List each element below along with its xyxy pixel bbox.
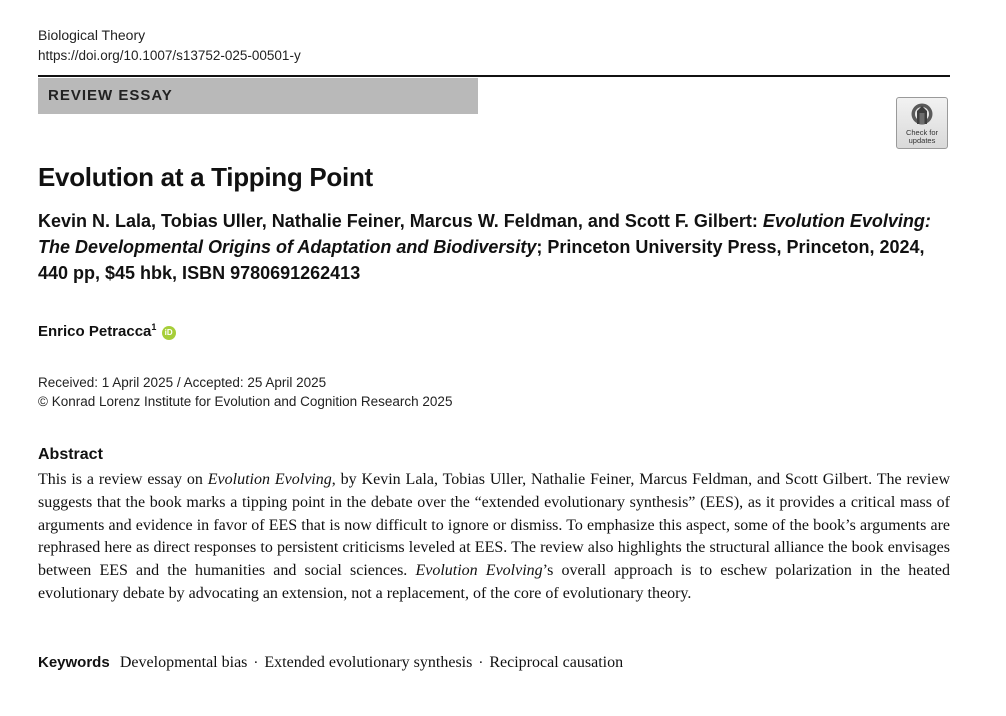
check-updates-line1: Check for	[905, 128, 939, 137]
check-for-updates-button[interactable]	[896, 97, 948, 149]
abstract-book-title-2: Evolution Evolving	[415, 562, 543, 580]
keyword-item[interactable]: Reciprocal causation	[489, 654, 624, 671]
reviewed-book-citation	[38, 208, 938, 286]
check-updates-line2: updates	[908, 136, 936, 145]
abstract-part-2: , by Kevin Lala, Tobias Uller, Nathalie Feiner, Marcus Feldman, and Scott Gilbert. The review suggests that the book marks a tipping point in the debate over the “extended evolutionary synthesis” (EES), as it provides a critical mass of arguments and evidence in favor of EES that is now difficult to ignore or dismiss. To emphasize this aspect, some of the book’s arguments are rephrased here as direct responses to persistent criticisms leveled at EES. The review also highlights the structural alliance the book envisages between EES and the humanities and social sciences.	[38, 471, 951, 580]
keyword-separator: ·	[478, 655, 484, 671]
orcid-icon[interactable]: iD	[162, 326, 176, 340]
doi-link[interactable]: https://doi.org/10.1007/s13752-025-00501-y	[38, 48, 301, 63]
keyword-item[interactable]: Developmental bias	[119, 654, 248, 671]
book-details: ; Princeton University Press, Princeton, 2024, 440 pp, $45 hbk, ISBN 9780691262413	[38, 237, 925, 283]
book-authors: Kevin N. Lala, Tobias Uller, Nathalie Feiner, Marcus W. Feldman, and Scott F. Gilbert:	[38, 211, 763, 231]
article-title: Evolution at a Tipping Point	[38, 162, 373, 192]
keyword-separator: ·	[253, 655, 259, 671]
abstract-book-title-1: Evolution Evolving	[207, 471, 332, 488]
abstract-part-3: ’s overall approach is to eschew polarization in the heated evolutionary debate by advocating an extension, not a replacement, of the core of evolutionary theory.	[38, 562, 951, 602]
author-line	[38, 317, 176, 342]
copyright-notice: © Konrad Lorenz Institute for Evolution and Cognition Research 2025	[38, 394, 453, 409]
section-label: REVIEW ESSAY	[48, 87, 173, 104]
journal-name: Biological Theory	[38, 27, 146, 43]
abstract-part-1: This is a review essay on	[38, 471, 208, 488]
section-banner	[38, 78, 478, 114]
abstract-text	[38, 469, 950, 606]
publication-dates: Received: 1 April 2025 / Accepted: 25 April 2025	[38, 375, 327, 390]
header-rule	[38, 75, 950, 77]
update-check-icon	[910, 102, 934, 128]
abstract-heading: Abstract	[38, 446, 103, 463]
keyword-item[interactable]: Extended evolutionary synthesis	[264, 654, 473, 671]
author-name[interactable]: Enrico Petracca	[38, 323, 152, 340]
keywords-line	[38, 653, 623, 673]
author-affiliation-marker[interactable]: 1	[151, 322, 157, 332]
check-updates-text	[897, 129, 947, 145]
book-title: Evolution Evolving: The Developmental Origins of Adaptation and Biodiversity	[38, 211, 931, 257]
keywords-label: Keywords	[38, 654, 110, 671]
